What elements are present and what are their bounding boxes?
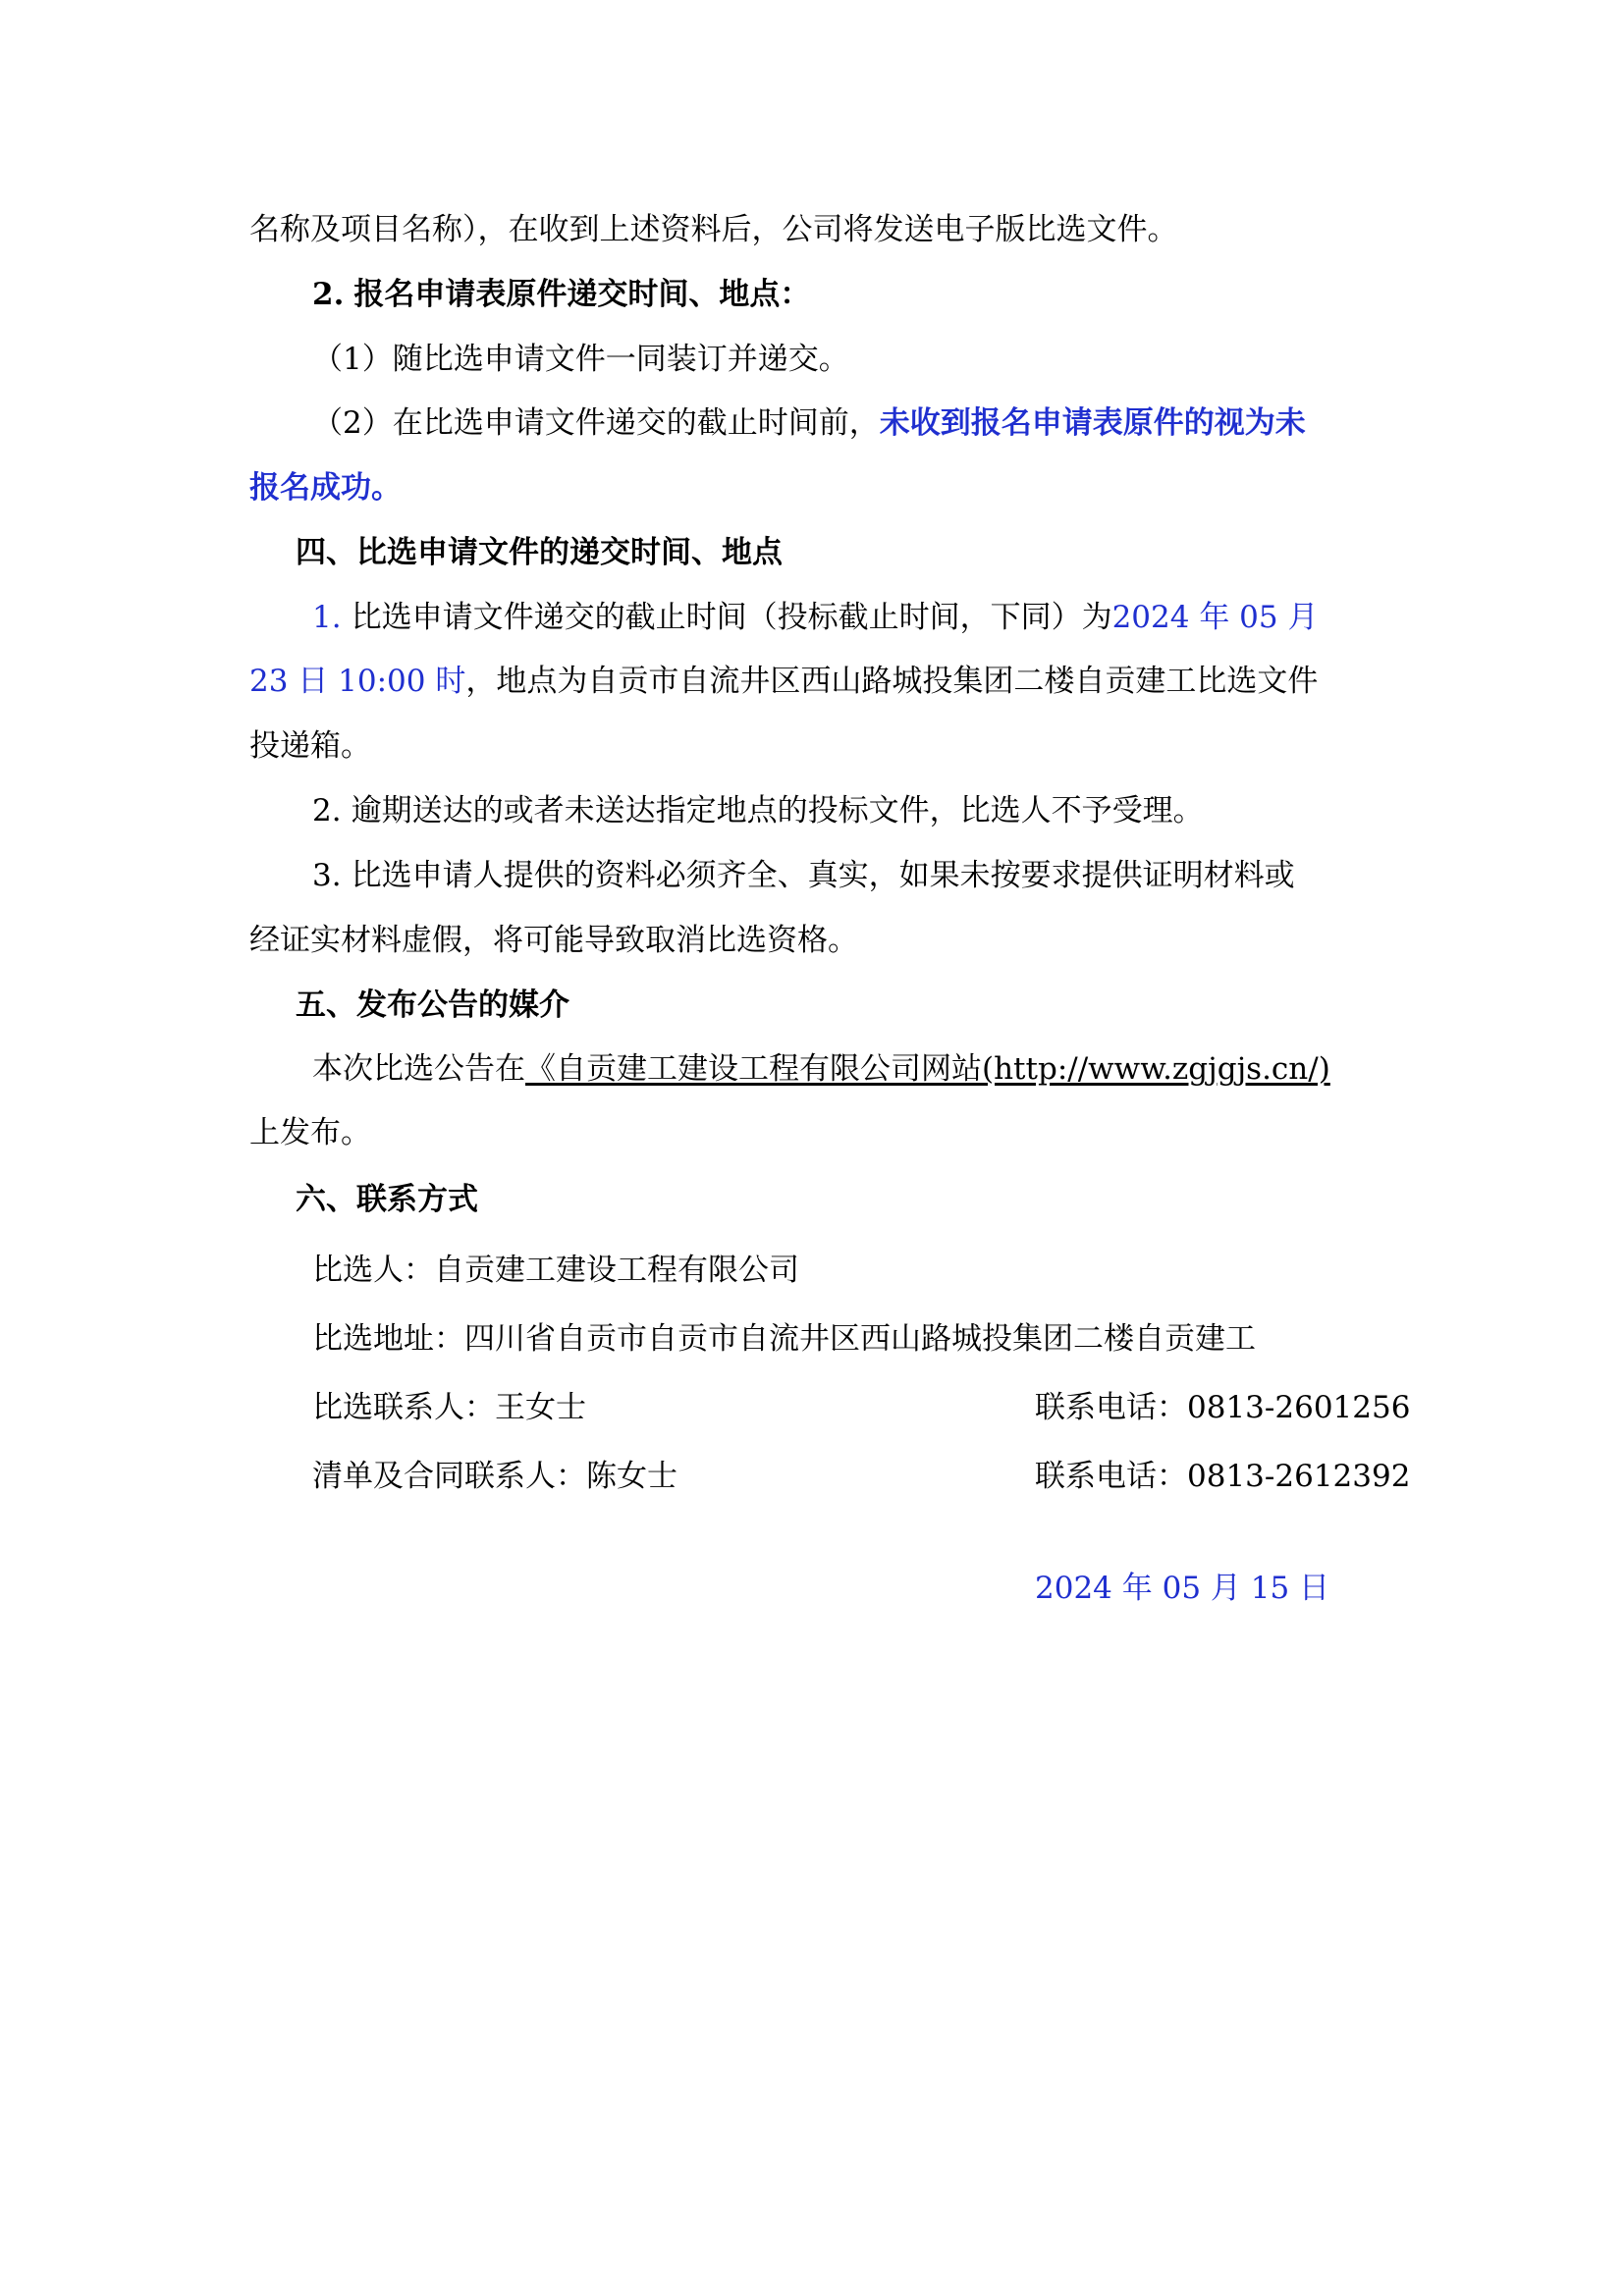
section-2-item-1: （1）随比选申请文件一同装订并递交。 (312, 342, 849, 377)
paragraph-continuation: 名称及项目名称），在收到上述资料后，公司将发送电子版比选文件。 (249, 212, 1178, 247)
contact-2-phone: 联系电话：0813-2612392 (1035, 1459, 1411, 1494)
contact-buyer: 比选人：自贡建工建设工程有限公司 (312, 1253, 799, 1288)
signature-date: 2024 年 05 月 15 日 (1035, 1571, 1330, 1606)
section-2-item-2-cont: 报名成功。 (249, 470, 402, 506)
section-6-heading: 六、联系方式 (296, 1182, 478, 1217)
section-4-heading: 四、比选申请文件的递交时间、地点 (296, 535, 783, 570)
section-5-text-cont: 上发布。 (249, 1115, 371, 1150)
contact-2-name: 清单及合同联系人：陈女士 (312, 1459, 677, 1494)
section-4-item-1-cont: 23 日 10:00 时，地点为自贡市自流井区西山路城投集团二楼自贡建工比选文件 (249, 664, 1319, 699)
emphasis-text: 未收到报名申请表原件的视为未 (879, 405, 1306, 441)
deadline-time: 23 日 10:00 时 (249, 664, 466, 699)
contact-1-phone: 联系电话：0813-2601256 (1035, 1390, 1411, 1425)
section-4-item-2: 2. 逾期送达的或者未送达指定地点的投标文件，比选人不予受理。 (312, 793, 1204, 828)
website-link[interactable]: 《自贡建工建设工程有限公司网站(http://www.zgjgjs.cn/) (525, 1051, 1330, 1087)
section-5-text: 本次比选公告在《自贡建工建设工程有限公司网站(http://www.zgjgjs.cn/) (312, 1051, 1330, 1087)
deadline-date: 2024 年 05 月 (1111, 600, 1319, 635)
section-4-item-1-cont2: 投递箱。 (249, 728, 371, 764)
section-4-item-1: 1. 比选申请文件递交的截止时间（投标截止时间，下同）为2024 年 05 月 (312, 600, 1319, 635)
section-2-heading: 2. 报名申请表原件递交时间、地点： (312, 277, 811, 312)
section-5-heading: 五、发布公告的媒介 (296, 988, 569, 1023)
section-4-item-3: 3. 比选申请人提供的资料必须齐全、真实，如果未按要求提供证明材料或 (312, 858, 1295, 893)
contact-1-name: 比选联系人：王女士 (312, 1390, 586, 1425)
section-2-item-2: （2）在比选申请文件递交的截止时间前，未收到报名申请表原件的视为未 (312, 405, 1306, 441)
contact-address: 比选地址：四川省自贡市自贡市自流井区西山路城投集团二楼自贡建工 (312, 1321, 1256, 1357)
section-4-item-3-cont: 经证实材料虚假，将可能导致取消比选资格。 (249, 923, 858, 958)
